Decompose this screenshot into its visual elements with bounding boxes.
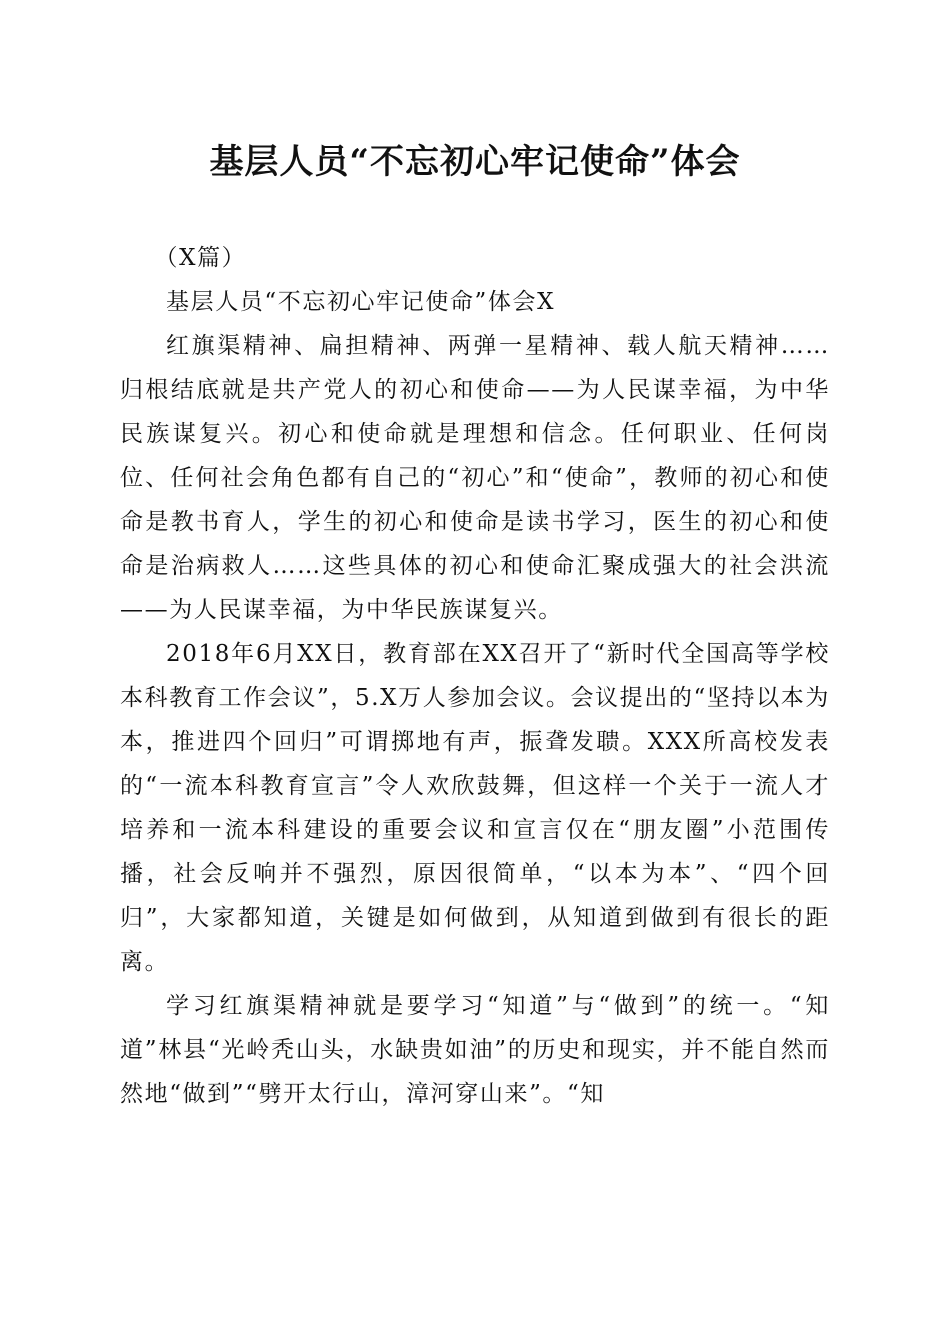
document-body [120, 236, 830, 1116]
document-title: 基层人员“不忘初心牢记使命”体会 [209, 142, 741, 182]
document-subtitle: （X篇） [154, 245, 247, 271]
section-heading: 基层人员“不忘初心牢记使命”体会X [166, 289, 556, 315]
paragraph: 学习红旗渠精神就是要学习“知道”与“做到”的统一。“知道”林县“光岭秃山头，水缺贵如油”的历史和现实，并不能自然而然地“做到”“劈开太行山，漳河穿山来”。“知 [120, 993, 830, 1107]
paragraph: 红旗渠精神、扁担精神、两弹一星精神、载人航天精神……归根结底就是共产党人的初心和使命——为人民谋幸福，为中华民族谋复兴。初心和使命就是理想和信念。任何职业、任何岗位、任何社会角色都有自己的“初心”和“使命”，教师的初心和使命是教书育人，学生的初心和使命是读书学习，医生的初心和使命是治病救人……这些具体的初心和使命汇聚成强大的社会洪流——为人民谋幸福，为中华民族谋复兴。 [120, 333, 830, 623]
paragraph: 2018年6月XX日，教育部在XX召开了“新时代全国高等学校本科教育工作会议”，5.X万人参加会议。会议提出的“坚持以本为本，推进四个回归”可谓掷地有声，振聋发聩。XXX所高校发表的“一流本科教育宣言”令人欢欣鼓舞，但这样一个关于一流人才培养和一流本科建设的重要会议和宣言仅在“朋友圈”小范围传播，社会反响并不强烈，原因很简单，“以本为本”、“四个回归”，大家都知道，关键是如何做到，从知道到做到有很长的距离。 [120, 641, 830, 975]
